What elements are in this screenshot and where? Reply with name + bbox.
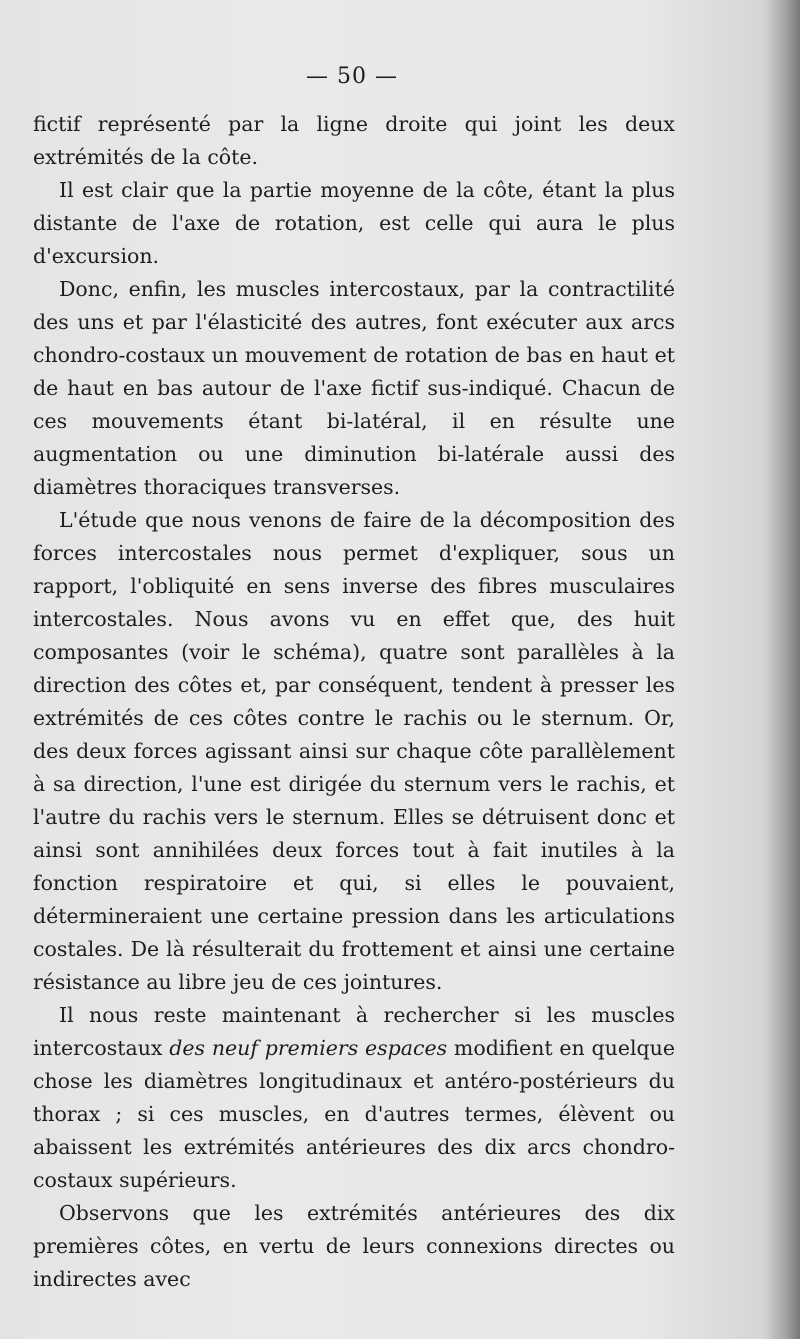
page-number: — 50 — <box>306 64 398 89</box>
paragraph-observation: Observons que les extrémités antérieures des dix premières côtes, en vertu de leurs connexions directes ou indirectes avec <box>33 1201 675 1291</box>
paragraph-longitudinal-diameters <box>33 999 675 1197</box>
paragraph-part-before: Il nous reste maintenant à rechercher si les muscles intercostaux <box>33 1003 675 1060</box>
body-text <box>33 108 675 1296</box>
paragraph-part-after: modifient en quelque chose les diamètres longitudinaux et antéro-postérieurs du thorax ; si ces muscles, en d'autres termes, élèvent ou abaissent les extrémités antérieures des dix arcs chondro-costaux supérieurs. <box>33 1036 676 1192</box>
paragraph-continuation: fictif représenté par la ligne droite qui joint les deux extrémités de la côte. <box>33 112 675 169</box>
page-binding-shadow <box>766 0 800 1339</box>
paragraph-excursion: Il est clair que la partie moyenne de la côte, étant la plus distante de l'axe de rotation, est celle qui aura le plus d'excursion. <box>33 178 675 268</box>
paragraph-intercostal-muscles: Donc, enfin, les muscles intercostaux, par la contractilité des uns et par l'élasticité des autres, font exécuter aux arcs chondro-costaux un mouvement de rotation de bas en haut et de haut en bas autour de l'axe fictif sus-indiqué. Chacun de ces mouvements étant bi-latéral, il en résulte une augmentation ou une diminution bi-latérale aussi des diamètres thoraciques transverses. <box>33 277 675 499</box>
italic-phrase: des neuf premiers espaces <box>169 1036 448 1060</box>
paragraph-decomposition-forces: L'étude que nous venons de faire de la décomposition des forces intercostales nous permet d'expliquer, sous un rapport, l'obliquité en sens inverse des fibres musculaires intercostales. Nous avons vu en effet que, des huit composantes (voir le schéma), quatre sont parallèles à la direction des côtes et, par conséquent, tendent à presser les extrémités de ces côtes contre le rachis ou le sternum. Or, des deux forces agissant ainsi sur chaque côte parallèlement à sa direction, l'une est dirigée du sternum vers le rachis, et l'autre du rachis vers le sternum. Elles se détruisent donc et ainsi sont annihilées deux forces tout à fait inutiles à la fonction respiratoire et qui, si elles le pouvaient, détermineraient une certaine pression dans les articulations costales. De là résulterait du frottement et ainsi une certaine résistance au libre jeu de ces jointures. <box>33 508 675 994</box>
